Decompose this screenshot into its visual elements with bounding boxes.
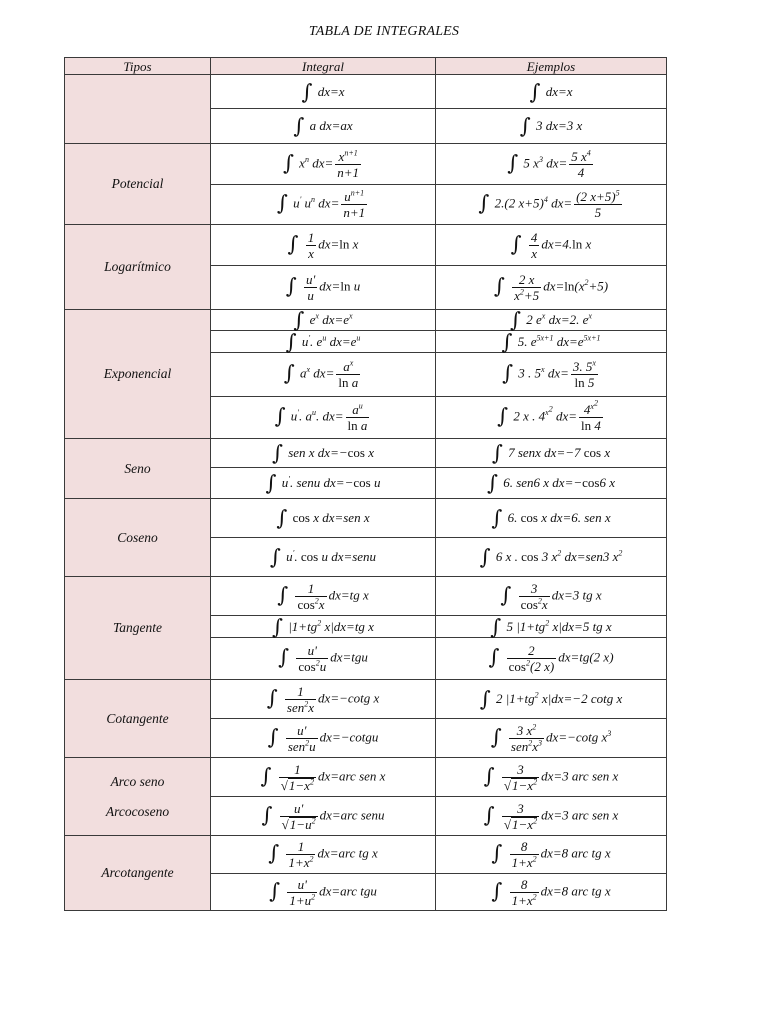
integral-formula: ∫ u'. $a^u$. dx= $\frac{a^u}{\text{ln a}}$ <box>211 397 436 439</box>
example-formula: ∫ 3 . 5$^x$ dx= $\frac{3. 5^x}{\ln 5}$ <box>436 353 667 397</box>
type-label: Coseno <box>117 529 158 545</box>
integral-formula: ∫ u'. cos u dx=senu <box>211 538 436 577</box>
type-cell-cotangente <box>65 680 211 758</box>
example-formula: ∫ 2 $|1+tg^2$ x|dx=−2 cotg x <box>436 680 667 719</box>
integral-formula: ∫ dx=x <box>211 75 436 109</box>
integrals-table <box>64 57 667 911</box>
type-label: Potencial <box>111 176 164 192</box>
table-row <box>65 144 667 185</box>
header-integral: Integral <box>211 58 436 75</box>
example-formula: ∫ 6. cos x dx=6. sen x <box>436 499 667 538</box>
integral-formula: ∫ $\frac{u'}{u}$ dx=ln u <box>211 266 436 310</box>
integral-formula: ∫ $\frac{1}{1+x^2}$ dx=arc tg x <box>211 836 436 874</box>
integral-formula: ∫ u'. $e^u$ $dx=e^u$ <box>211 331 436 353</box>
example-formula: ∫ 2.(2 x+5)$^4$ dx= $\frac{(2 x+5)^5}{5}$ <box>436 185 667 225</box>
type-cell-arcotangente <box>65 836 211 911</box>
table-row <box>65 680 667 719</box>
table-row <box>65 836 667 874</box>
integral-formula: ∫ u' $u^n$ dx= $\frac{u^{n+1}}{n+1}$ <box>211 185 436 225</box>
example-formula: ∫ $\frac{8}{1+x^2}$ dx=8 arc tg x <box>436 836 667 874</box>
example-formula: ∫ $\frac{4}{x}$ dx=4.ln x <box>436 225 667 266</box>
example-formula: ∫ 6 x . cos 3 $x^2$ dx=sen3 $x^2$ <box>436 538 667 577</box>
integral-formula: ∫ $e^x$ $dx=e^x$ <box>211 310 436 331</box>
page-title: TABLA DE INTEGRALES <box>308 24 460 39</box>
table-row <box>65 758 667 797</box>
example-formula: ∫ $\frac{3}{\cos^2x}$ dx=3 tg x <box>436 577 667 616</box>
integral-formula: ∫ $\frac{u'}{\cos^2u}$ dx=tgu <box>211 638 436 680</box>
example-formula: ∫ 5 $x^3$ dx= $\frac{5 x^4}{4}$ <box>436 144 667 185</box>
type-cell-logaritmico <box>65 225 211 310</box>
type-label: Exponencial <box>103 366 172 382</box>
integral-formula: ∫ u'. senu dx=−cos u <box>211 468 436 499</box>
type-cell-basic <box>65 75 211 144</box>
integral-formula: ∫ cos x dx=sen x <box>211 499 436 538</box>
header-ejemplos: Ejemplos <box>436 58 667 75</box>
example-formula: ∫ 3 dx=3 x <box>436 109 667 144</box>
integral-formula: ∫ sen x dx=−cos x <box>211 439 436 468</box>
integral-formula: ∫ $|1+tg^2$ x|dx=tg x <box>211 616 436 638</box>
type-cell-seno <box>65 439 211 499</box>
type-label: Seno <box>124 460 151 476</box>
type-cell-coseno <box>65 499 211 577</box>
example-formula: ∫ $\frac{3}{√1-x^2}$ dx=3 arc sen x <box>436 797 667 836</box>
example-formula: ∫ 2 x . $4^{x^2}$ dx= $\frac{4^{x^2}}{\ln 4}$ <box>436 397 667 439</box>
type-cell-arcoseno <box>65 758 211 836</box>
table-header-row <box>65 58 667 75</box>
header-tipos: Tipos <box>65 58 211 75</box>
integral-formula: ∫ $a^x$ dx= $\frac{a^x}{\text{ln a}}$ <box>211 353 436 397</box>
table-row <box>65 75 667 109</box>
table-row <box>65 310 667 331</box>
example-formula: ∫ dx=x <box>436 75 667 109</box>
type-label: Logarítmico <box>104 259 171 275</box>
example-formula: ∫ 5 $|1+tg^2$ x|dx=5 tg x <box>436 616 667 638</box>
example-formula: ∫ $\frac{3}{√1-x^2}$ dx=3 arc sen x <box>436 758 667 797</box>
type-label: Arcotangente <box>101 865 174 881</box>
integral-formula: ∫ u' sen$^2$u dx=−cotgu <box>211 719 436 758</box>
integral-formula: ∫ $\frac{u'}{√1-u^2}$ dx=arc senu <box>211 797 436 836</box>
table-row <box>65 439 667 468</box>
type-label: Cotangente <box>106 710 169 726</box>
example-formula: ∫ 6. sen6 x dx=−cos6 x <box>436 468 667 499</box>
example-formula: ∫ 5. $e^{5x+1}$ $dx=e^{5x+1}$ <box>436 331 667 353</box>
table-row <box>65 225 667 266</box>
integral-formula: ∫ $\frac{1}{\cos^2x}$ dx=tg x <box>211 577 436 616</box>
integral-formula: ∫ $\frac{1}{x}$ dx=ln x <box>211 225 436 266</box>
example-formula: ∫ $\frac{8}{1+x^2}$ dx=8 arc tg x <box>436 874 667 911</box>
table-row <box>65 499 667 538</box>
table-row <box>65 577 667 616</box>
integral-formula: ∫ $\frac{u'}{1+u^2}$ dx=arc tgu <box>211 874 436 911</box>
integral-formula: ∫ 1 sen$^2$x dx=−cotg x <box>211 680 436 719</box>
example-formula: ∫ 7 senx dx=−7 cos x <box>436 439 667 468</box>
integral-formula: ∫ $x^n$ dx= $\frac{x^{n+1}}{n+1}$ <box>211 144 436 185</box>
example-formula: ∫ $\frac{2}{\cos^2(2 x)}$ dx=tg(2 x) <box>436 638 667 680</box>
type-label: Arcocoseno <box>105 803 170 819</box>
type-cell-exponencial <box>65 310 211 439</box>
example-formula: ∫ $\frac{2 x}{x^2+5}$ $dx=\ln(x^2+5)$ <box>436 266 667 310</box>
integral-formula: ∫ a dx=ax <box>211 109 436 144</box>
type-label: Arco seno <box>110 773 165 789</box>
example-formula: ∫ 3 $x^2$ $sen^2x^3$ dx=−cotg $x^3$ <box>436 719 667 758</box>
type-cell-tangente <box>65 577 211 680</box>
integral-formula: ∫ $\frac{1}{√1-x^2}$ dx=arc sen x <box>211 758 436 797</box>
type-cell-potencial <box>65 144 211 225</box>
example-formula: ∫ 2 $e^x$ dx=2. $e^x$ <box>436 310 667 331</box>
type-label: Tangente <box>112 620 162 636</box>
